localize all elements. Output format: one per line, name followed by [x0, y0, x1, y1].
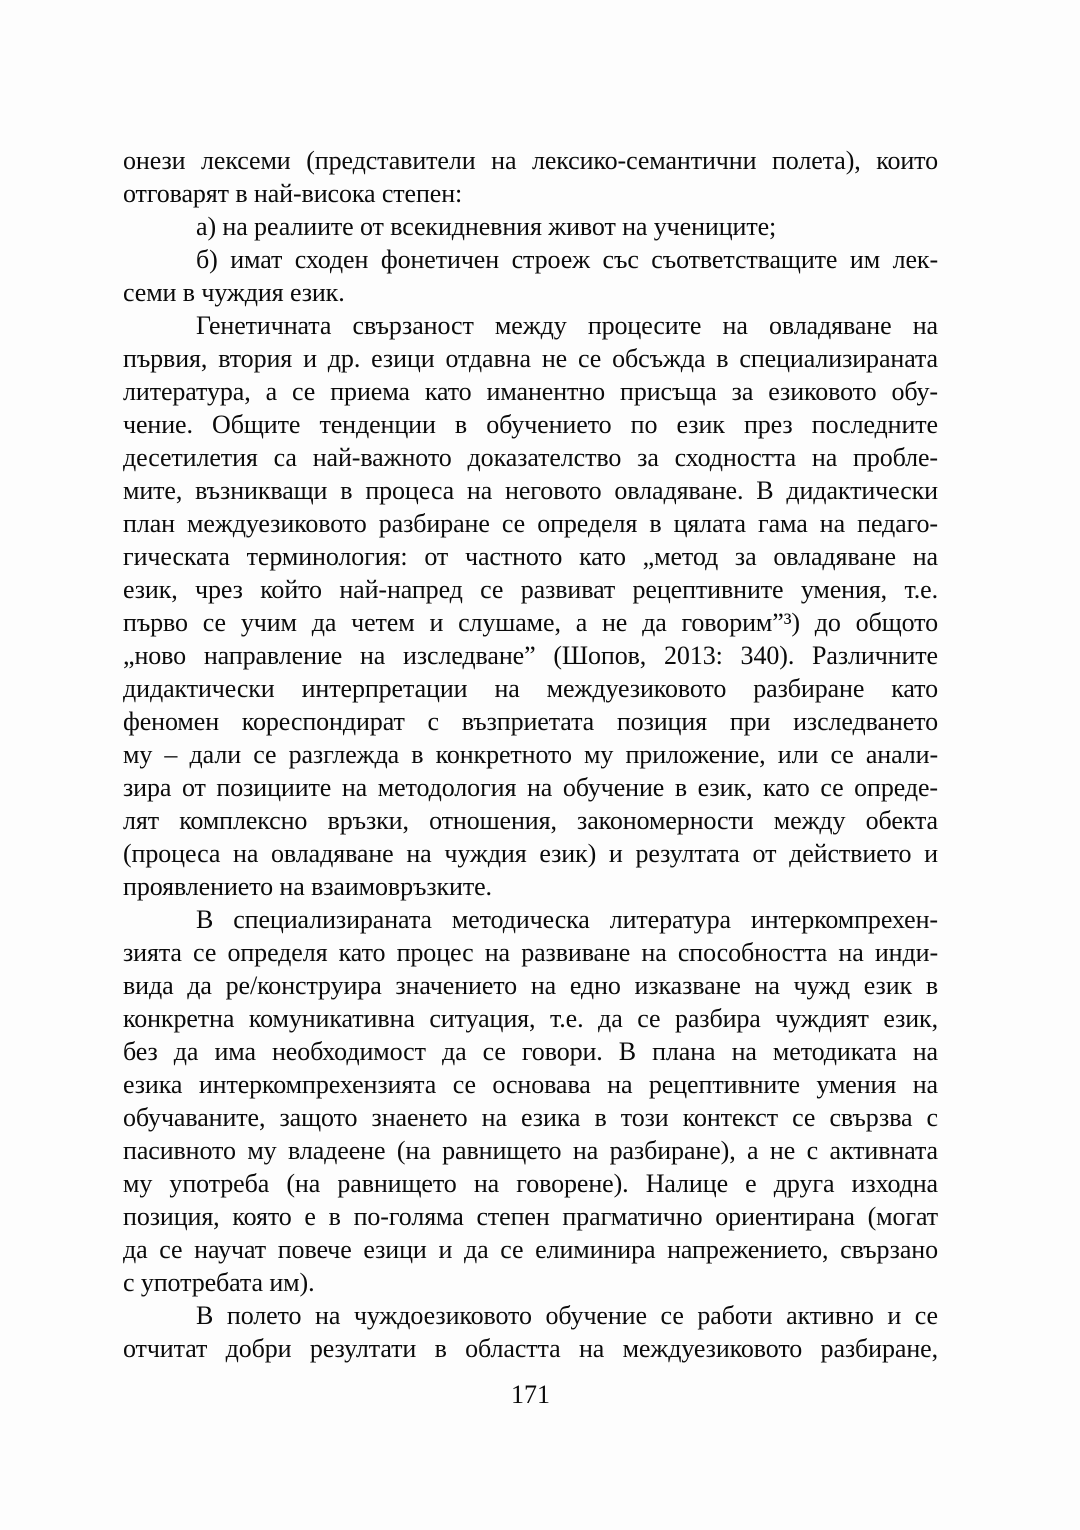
text-line: вида да ре/конструира значението на едно изказване на чужд език в	[123, 971, 938, 1000]
text-line: лят комплексно връзки, отношения, закономерности между обекта	[123, 806, 938, 835]
text-block	[123, 144, 938, 1365]
text-line: пасивното му владеене (на равнището на разбиране), а не с активната	[123, 1136, 938, 1165]
text-line: дидактически интерпретации на междуезиковото разбиране като	[123, 674, 938, 703]
text-line: гическата терминология: от частното като „метод за овладяване на	[123, 542, 938, 571]
text-line: литература, а се приема като иманентно присъща за езиковото обу-	[123, 377, 938, 406]
text-line: семи в чуждия език.	[123, 278, 345, 307]
text-line: план междуезиковото разбиране се определя в цялата гама на педаго-	[123, 509, 938, 538]
text-line: В специализираната методическа литература интеркомпрехен-	[196, 905, 938, 934]
text-line: отчитат добри резултати в областта на междуезиковото разбиране,	[123, 1334, 938, 1363]
text-line: обучаваните, защото знаенето на езика в този контекст се свързва с	[123, 1103, 938, 1132]
text-line: онези лексеми (представители на лексико-семантични полета), които	[123, 146, 938, 175]
text-line: зията се определя като процес на развиване на способността на инди-	[123, 938, 938, 967]
text-line: мите, възникващи в процеса на неговото овладяване. В дидактически	[123, 476, 938, 505]
text-line: език, чрез който най-напред се развиват рецептивните умения, т.е.	[123, 575, 938, 604]
text-line: конкретна комуникативна ситуация, т.е. да се разбира чуждият език,	[123, 1004, 938, 1033]
text-line-with-footnote-ref: първо се учим да четем и слушаме, а не да говорим”³) до общото	[123, 608, 938, 637]
text-line: му употреба (на равнището на говорене). Налице е друга изходна	[123, 1169, 938, 1198]
text-line: му – дали се разглежда в конкретното му приложение, или се анали-	[123, 740, 938, 769]
text-line: проявлението на взаимовръзките.	[123, 872, 492, 901]
text-line: десетилетия са най-важното доказателство за сходността на пробле-	[123, 443, 938, 472]
text-line-with-citation: „ново направление на изследване” (Шопов, 2013: 340). Различните	[123, 641, 938, 670]
text-line: да се научат повече езици и да се елиминира напрежението, свързано	[123, 1235, 938, 1264]
page-number: 171	[511, 1380, 550, 1409]
text-line: чение. Общите тенденции в обучението по език през последните	[123, 410, 938, 439]
text-line: зира от позициите на методология на обучение в език, като се опреде-	[123, 773, 938, 802]
text-line: отговарят в най-висока степен:	[123, 179, 463, 208]
text-line: без да има необходимост да се говори. В плана на методиката на	[123, 1037, 938, 1066]
text-line: с употребата им).	[123, 1268, 315, 1297]
text-line: първия, втория и др. езици отдавна не се обсъжда в специализираната	[123, 344, 938, 373]
text-line: езика интеркомпрехензията се основава на рецептивните умения на	[123, 1070, 938, 1099]
list-item-b: б) имат сходен фонетичен строеж със съответстващите им лек-	[196, 245, 938, 274]
text-line: В полето на чуждоезиковото обучение се работи активно и се	[196, 1301, 938, 1330]
text-line: позиция, която е в по-голяма степен прагматично ориентирана (могат	[123, 1202, 938, 1231]
text-line: Генетичната свързаност между процесите на овладяване на	[196, 311, 938, 340]
text-line: (процеса на овладяване на чуждия език) и резултата от действието и	[123, 839, 938, 868]
text-line: феномен кореспондират с възприетата позиция при изследването	[123, 707, 938, 736]
list-item-a: а) на реалиите от всекидневния живот на учениците;	[196, 212, 777, 241]
